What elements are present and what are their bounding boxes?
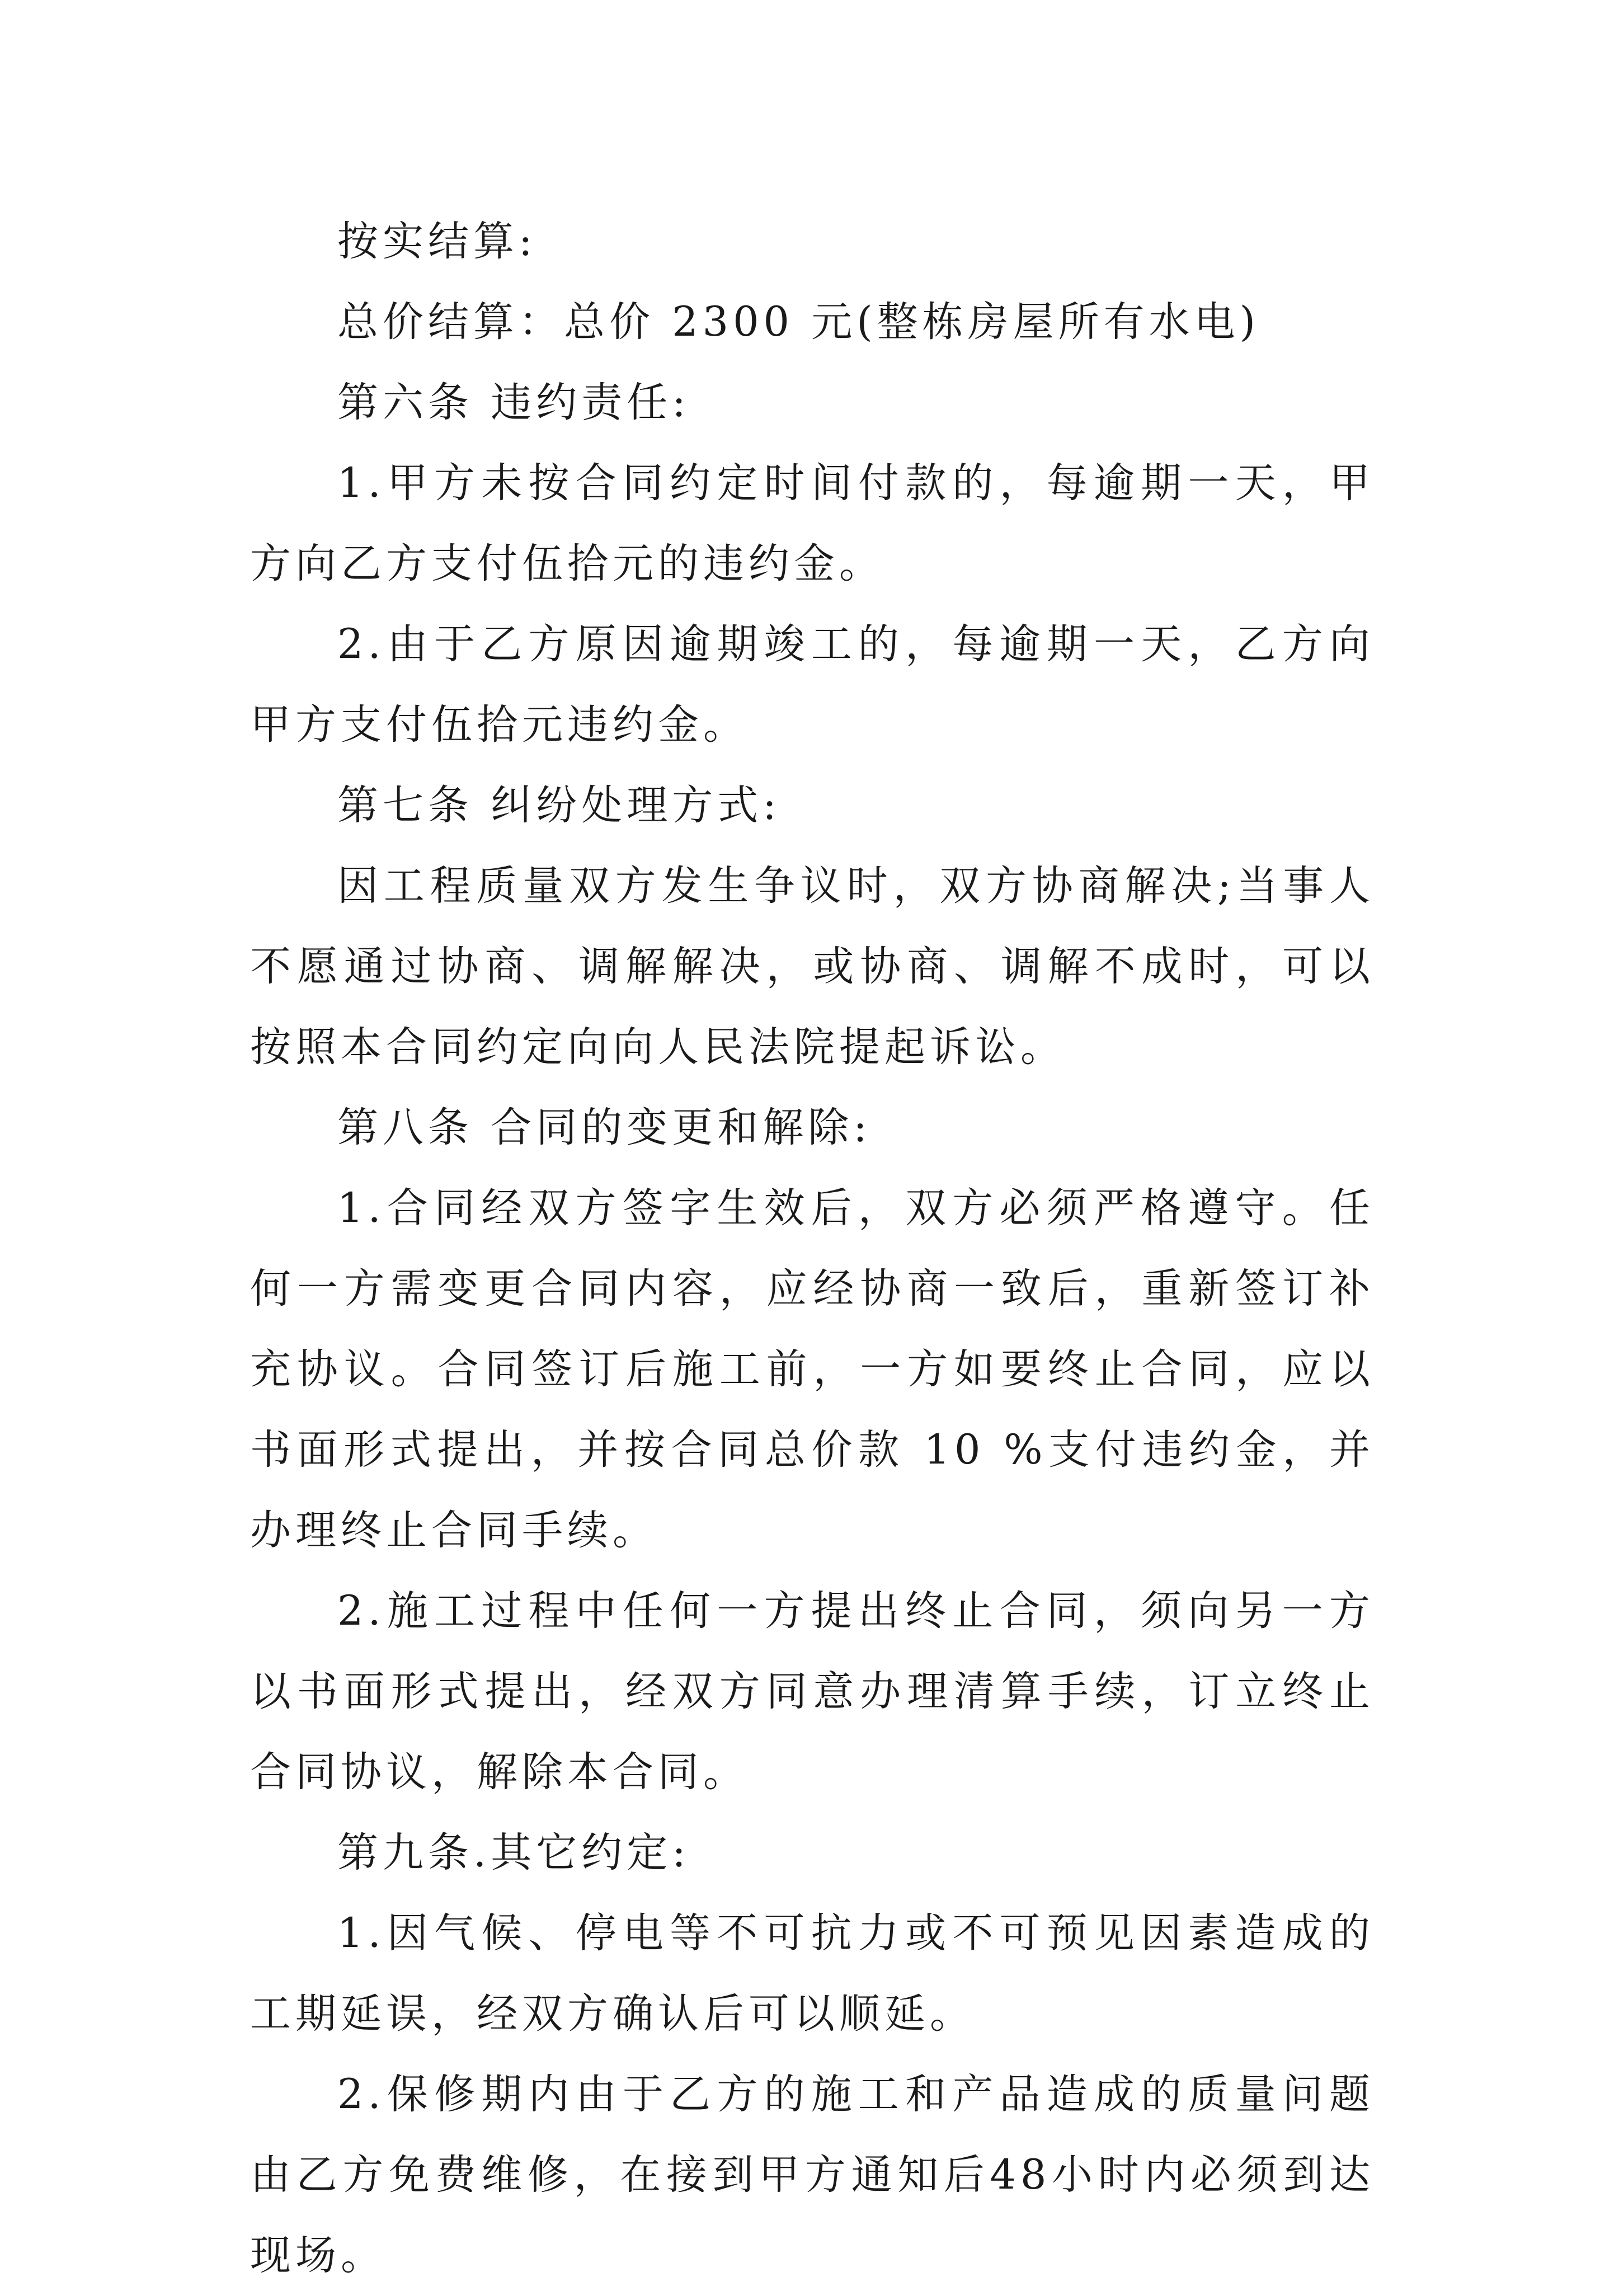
paragraph-article-8-item-1: 1.合同经双方签字生效后，双方必须严格遵守。任何一方需变更合同内容，应经协商一致后，重新签订补充协议。合同签订后施工前，一方如要终止合同，应以书面形式提出，并按合同总价款 10 %支付违约金，并办理终止合同手续。 [250,1184,1375,1554]
document-body [250,201,1375,2296]
heading-article-6: 第六条 违约责任: [337,379,690,426]
heading-article-8: 第八条 合同的变更和解除: [337,1104,872,1151]
paragraph-article-9-item-2: 2.保修期内由于乙方的施工和产品造成的质量问题由乙方免费维修，在接到甲方通知后48小时内必须到达现场。 [250,2071,1375,2279]
paragraph-article-6-item-1: 1.甲方未按合同约定时间付款的，每逾期一天，甲方向乙方支付伍拾元的违约金。 [250,459,1375,587]
heading-article-9: 第九条.其它约定: [337,1829,690,1876]
paragraph-article-9-item-1: 1.因气候、停电等不可抗力或不可预见因素造成的工期延误，经双方确认后可以顺延。 [250,1909,1375,2038]
paragraph-article-6-item-2: 2.由于乙方原因逾期竣工的，每逾期一天，乙方向甲方支付伍拾元违约金。 [250,620,1375,749]
paragraph-article-7-body: 因工程质量双方发生争议时，双方协商解决;当事人不愿通过协商、调解解决，或协商、调解不成时，可以按照本合同约定向向人民法院提起诉讼。 [250,862,1375,1071]
paragraph-article-8-item-2: 2.施工过程中任何一方提出终止合同，须向另一方以书面形式提出，经双方同意办理清算手续，订立终止合同协议，解除本合同。 [250,1587,1375,1796]
paragraph-settlement-actual: 按实结算: [337,218,537,265]
paragraph-settlement-total: 总价结算：总价 2300 元(整栋房屋所有水电) [337,298,1260,346]
heading-article-7: 第七条 纠纷处理方式: [337,782,781,829]
